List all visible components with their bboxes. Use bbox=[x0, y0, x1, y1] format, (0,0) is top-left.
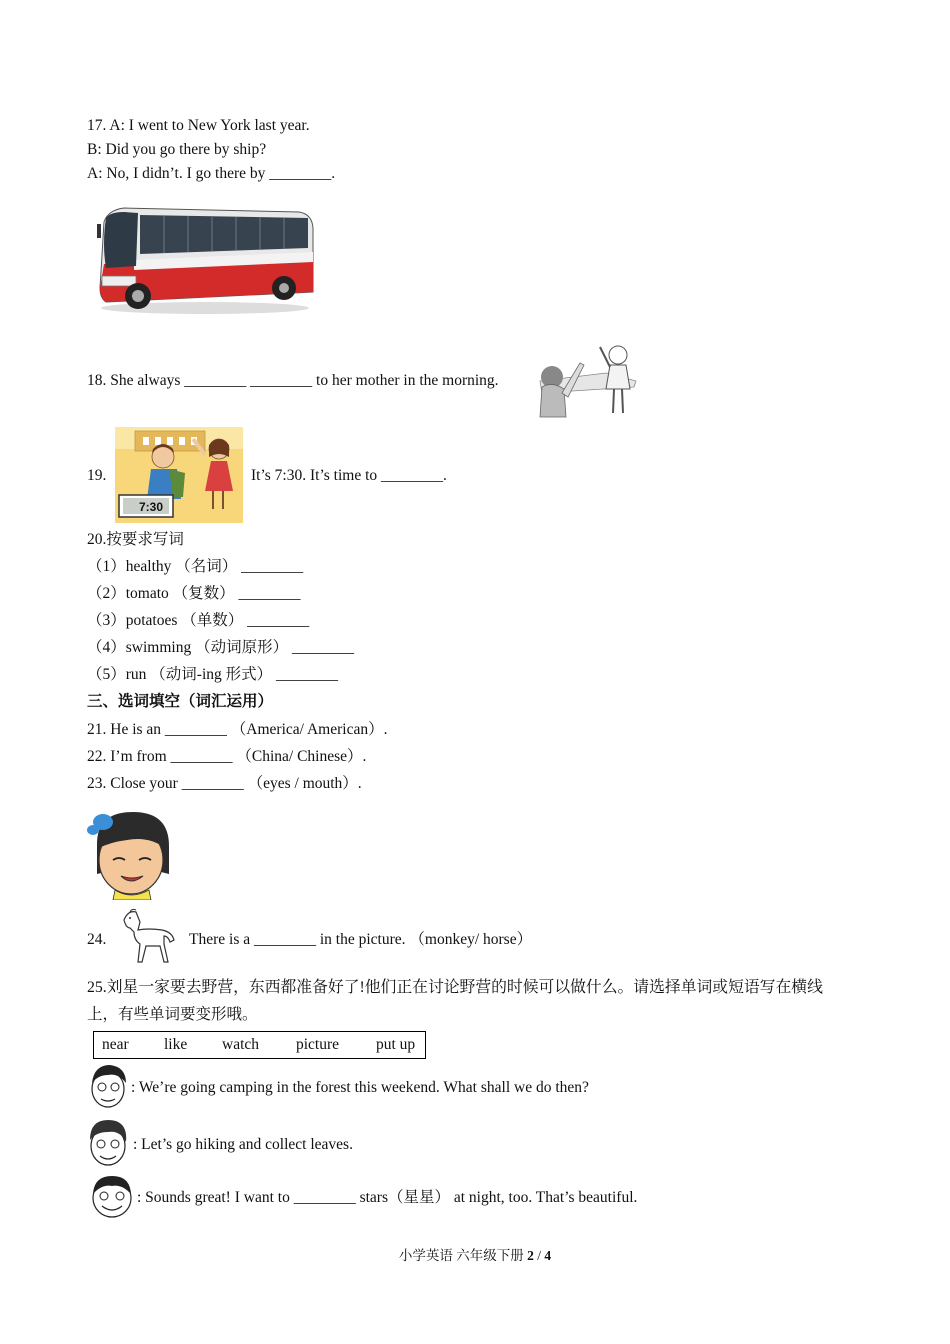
word-bank-item: like bbox=[164, 1036, 188, 1053]
q19-number: 19. bbox=[87, 467, 107, 484]
page-footer bbox=[0, 1246, 950, 1266]
q20-item-3: （3）potatoes （单数） ________ bbox=[87, 612, 310, 629]
woman-face-icon bbox=[88, 1174, 136, 1220]
girl-face-image bbox=[87, 804, 175, 900]
q17-line2: B: Did you go there by ship? bbox=[87, 141, 267, 158]
footer-sep: / bbox=[537, 1248, 541, 1263]
q20-item-2: （2）tomato （复数） ________ bbox=[87, 585, 301, 602]
clock-time: 7:30 bbox=[139, 500, 164, 514]
man-face-icon bbox=[86, 1118, 132, 1170]
word-bank-item: picture bbox=[296, 1036, 340, 1053]
q20-item-4: （4）swimming （动词原形） ________ bbox=[87, 639, 354, 656]
bus-image bbox=[94, 204, 316, 316]
word-bank-item: near bbox=[102, 1036, 129, 1053]
q22-text: 22. I’m from ________ （China/ Chinese）. bbox=[87, 748, 367, 765]
word-bank bbox=[93, 1031, 426, 1059]
q17-line1: 17. A: I went to New York last year. bbox=[87, 117, 310, 134]
dialogue-line-1: : We’re going camping in the forest this weekend. What shall we do then? bbox=[131, 1079, 589, 1096]
dialogue-line-2: : Let’s go hiking and collect leaves. bbox=[133, 1136, 353, 1153]
q24-text: There is a ________ in the picture. （monkey/ horse） bbox=[189, 931, 533, 948]
dialogue-line-3: : Sounds great! I want to ________ stars（星星） at night, too. That’s beautiful. bbox=[137, 1189, 638, 1206]
q24-number: 24. bbox=[87, 931, 107, 948]
word-bank-item: watch bbox=[222, 1036, 260, 1053]
q20-item-1: （1）healthy （名词） ________ bbox=[87, 558, 304, 575]
footer-page: 2 bbox=[527, 1248, 534, 1263]
horse-image bbox=[118, 906, 180, 968]
q25-instruction-1: 25.刘星一家要去野营，东西都准备好了!他们正在讨论野营的时候可以做什么。请选择单词或短语写在横线 bbox=[87, 979, 823, 996]
footer-total: 4 bbox=[544, 1248, 552, 1263]
q21-text: 21. He is an ________ （America/ American）. bbox=[87, 721, 388, 738]
section-heading: 三、选词填空（词汇运用） bbox=[87, 693, 274, 710]
q23-text: 23. Close your ________ （eyes / mouth）. bbox=[87, 775, 362, 792]
q25-instruction-2: 上，有些单词要变形哦。 bbox=[87, 1006, 258, 1023]
q20-title: 20.按要求写词 bbox=[87, 531, 184, 548]
school-clock-image bbox=[115, 427, 243, 523]
word-bank-item: put up bbox=[376, 1036, 416, 1053]
boy-face-icon bbox=[88, 1063, 130, 1111]
footer-title: 小学英语 六年级下册 bbox=[398, 1248, 524, 1263]
q19-text: It’s 7:30. It’s time to ________. bbox=[251, 467, 447, 484]
waving-girls-image bbox=[536, 341, 640, 419]
q20-item-5: （5）run （动词-ing 形式） ________ bbox=[87, 666, 339, 683]
q17-line3: A: No, I didn’t. I go there by ________. bbox=[87, 165, 336, 182]
q18-text: 18. She always ________ ________ to her mother in the morning. bbox=[87, 372, 499, 389]
